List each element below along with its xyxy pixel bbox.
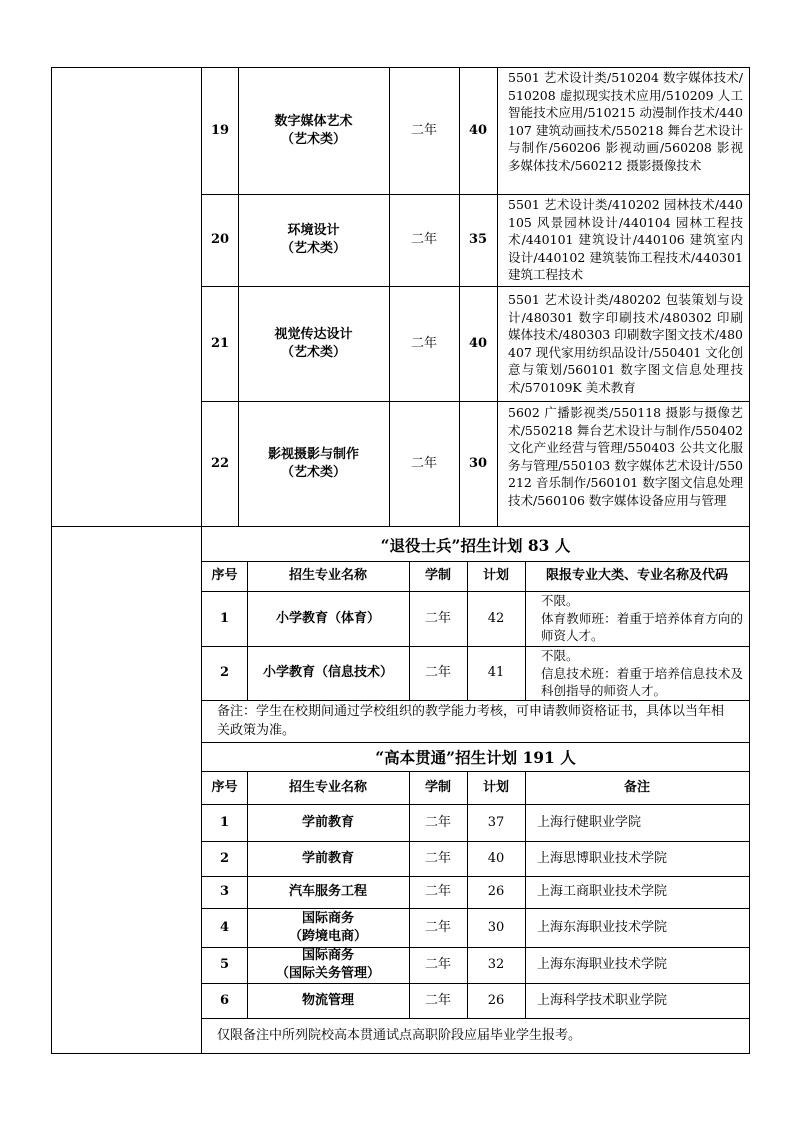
row-number: 22 [210,455,230,471]
header-limit: 限报专业大类、专业名称及代码 [545,568,728,583]
duration: 二年 [410,232,437,247]
partner-college: 上海科学技术职业学院 [537,992,668,1008]
plan-count: 40 [468,122,488,138]
limit-description: 不限。 信息技术班：着重于培养信息技术及科创指导的师资人才。 [541,648,743,698]
header-major: 招生专业名称 [288,779,367,795]
row-number: 1 [219,610,230,626]
duration: 二年 [424,814,451,830]
major-name: 数字媒体艺术 （艺术类） [274,113,353,147]
header-no: 序号 [211,568,238,583]
plan-count: 35 [468,232,488,247]
major-name: 小学教育（信息技术） [262,665,393,680]
header-plan: 计划 [482,568,509,583]
plan-count: 30 [468,455,488,471]
gaoben-section-title: “高本贯通”招生计划 191 人 [375,748,576,767]
duration: 二年 [424,957,451,972]
partner-college: 上海行健职业学院 [537,814,642,830]
plan-count: 37 [487,814,505,830]
duration: 二年 [410,122,437,138]
duration: 二年 [424,919,451,935]
plan-count: 42 [487,610,505,626]
row-number: 4 [219,919,230,935]
major-name: 国际商务 （跨境电商） [288,910,367,944]
duration: 二年 [424,884,451,899]
partner-college: 上海思博职业技术学院 [537,850,668,866]
header-duration: 学制 [424,779,451,795]
row-number: 2 [219,850,230,866]
header-remark: 备注 [623,779,650,795]
duration: 二年 [410,335,437,351]
header-duration: 学制 [424,568,451,583]
plan-count: 40 [487,850,505,866]
major-name: 学前教育 [301,850,354,866]
row-number: 20 [210,232,230,247]
duration: 二年 [410,455,437,471]
partner-college: 上海工商职业技术学院 [537,884,668,899]
plan-count: 30 [487,919,505,935]
duration: 二年 [424,992,451,1008]
row-number: 3 [219,884,230,899]
limited-majors: 5501 艺术设计类/510204 数字媒体技术/510208 虚拟现实技术应用/510209 人工智能技术应用/510215 动漫制作技术/440107 建筑动画技术/550218 舞台艺术设计与制作/560206 影视动画/560208 影视多媒体技术/560212 摄影摄像技术 [508,70,743,173]
plan-count: 26 [487,884,505,899]
gaoben-note: 仅限备注中所列院校高本贯通试点高职阶段应届毕业学生报考。 [217,1028,582,1043]
header-no: 序号 [211,779,238,795]
plan-count: 26 [487,992,505,1008]
veterans-note: 备注：学生在校期间通过学校组织的教学能力考核，可申请教师资格证书，具体以当年相关政策为准。 [217,704,725,738]
header-major: 招生专业名称 [288,568,367,583]
limit-description: 不限。 体育教师班：着重于培养体育方向的师资人才。 [541,593,743,643]
header-plan: 计划 [482,779,509,795]
limited-majors: 5501 艺术设计类/480202 包装策划与设计/480301 数字印刷技术/480302 印刷媒体技术/480303 印刷数字图文技术/480407 现代家用纺织品设计/550401 文化创意与策划/560101 数字图文信息处理技术/570109K 美术教育 [508,292,743,395]
partner-college: 上海东海职业技术学院 [537,957,668,972]
major-name: 国际商务 （国际关务管理） [275,948,380,981]
plan-count: 40 [468,335,488,351]
row-number: 19 [210,122,230,138]
duration: 二年 [424,850,451,866]
major-name: 视觉传达设计 （艺术类） [274,326,353,360]
duration: 二年 [424,610,451,626]
row-number: 2 [219,665,230,680]
limited-majors: 5501 艺术设计类/410202 园林技术/440105 风景园林设计/440104 园林工程技术/440101 建筑设计/440106 建筑室内设计/440102 建筑装饰工程技术/440301 建筑工程技术 [508,197,743,282]
major-name: 环境设计 （艺术类） [280,223,346,256]
partner-college: 上海东海职业技术学院 [537,919,668,935]
row-number: 1 [219,814,230,830]
plan-count: 32 [487,957,505,972]
major-name: 物流管理 [301,992,354,1008]
veterans-section-title: “退役士兵”招生计划 83 人 [380,536,571,555]
row-number: 5 [219,957,230,972]
duration: 二年 [424,665,451,680]
major-name: 小学教育（体育） [275,610,380,626]
major-name: 影视摄影与制作 （艺术类） [267,446,359,480]
row-number: 6 [219,992,230,1008]
limited-majors: 5602 广播影视类/550118 摄影与摄像艺术/550218 舞台艺术设计与制作/550402 文化产业经营与管理/550403 公共文化服务与管理/550103 数字媒体艺术设计/550212 音乐制作/560101 数字图文信息处理技术/560106 数字媒体设备应用与管理 [508,405,743,508]
major-name: 汽车服务工程 [288,884,367,899]
plan-count: 41 [487,665,505,680]
major-name: 学前教育 [301,814,354,830]
row-number: 21 [210,335,230,351]
